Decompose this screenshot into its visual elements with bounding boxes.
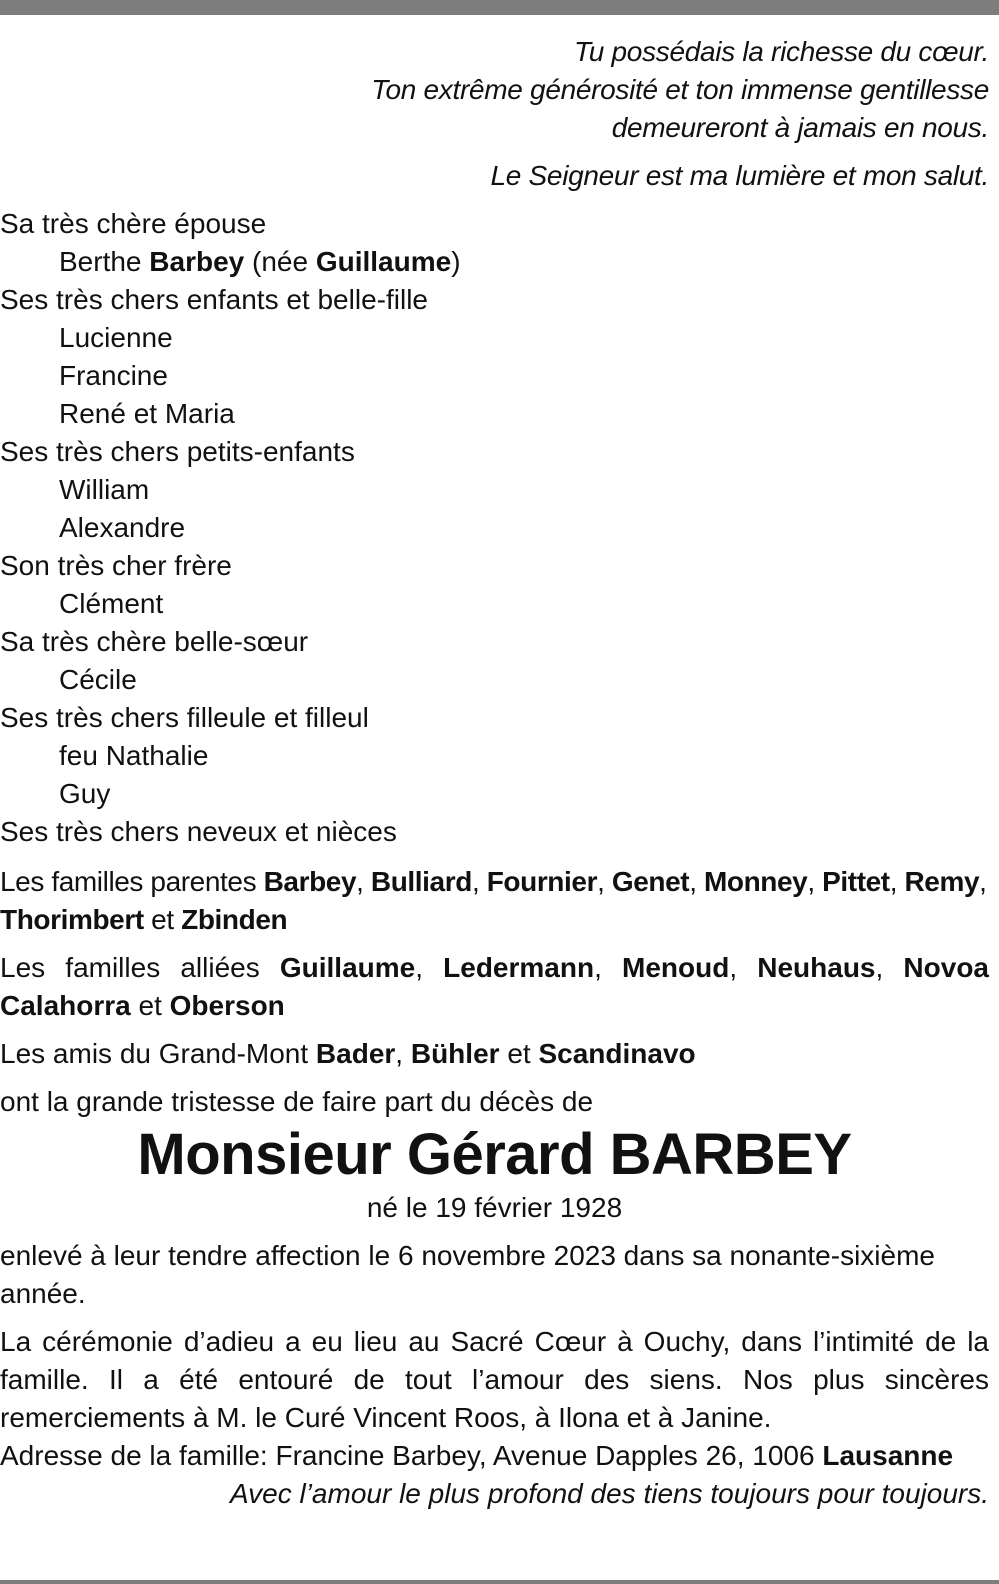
family-list	[0, 205, 989, 851]
top-rule	[0, 0, 999, 15]
family-member: Cécile	[59, 664, 137, 695]
birth-date: né le 19 février 1928	[366, 1192, 623, 1223]
family-member: feu Nathalie	[59, 740, 209, 771]
closing-line: Avec l’amour le plus profond des tiens toujours pour toujours.	[229, 1478, 989, 1509]
epigraph-line: demeureront à jamais en nous.	[611, 112, 989, 143]
family-member: René et Maria	[59, 398, 235, 429]
family-member: Guy	[59, 778, 111, 809]
family-member: Lucienne	[59, 322, 173, 353]
announcement: ont la grande tristesse de faire part du décès de	[0, 1086, 594, 1117]
relation-heading: Sa très chère belle-sœur	[0, 626, 309, 657]
family-member: Francine	[59, 360, 168, 391]
spouse-name: Berthe Barbey (née Guillaume)	[59, 246, 461, 277]
death-notice: enlevé à leur tendre affection le 6 novembre 2023 dans sa nonante-sixième année.	[0, 1240, 935, 1309]
friends: Les amis du Grand-Mont Bader, Bühler et Scandinavo	[0, 1038, 696, 1069]
epigraph-line: Tu possédais la richesse du cœur.	[574, 36, 989, 67]
family-member: Clément	[59, 588, 164, 619]
family-member: William	[59, 474, 150, 505]
family-member: Alexandre	[59, 512, 186, 543]
family-address: Adresse de la famille: Francine Barbey, Avenue Dapples 26, 1006 Lausanne	[0, 1440, 954, 1471]
relation-heading: Sa très chère épouse	[0, 208, 267, 239]
related-families: Les familles parentes Barbey, Bulliard, Fournier, Genet, Monney, Pittet, Remy, Thorimbert et Zbinden	[0, 866, 987, 935]
allied-families: Les familles alliées Guillaume, Ledermann, Menoud, Neuhaus, Novoa Calahorra et Oberson	[0, 952, 989, 1021]
epigraph-verse: Le Seigneur est ma lumière et mon salut.	[490, 160, 989, 191]
relation-heading: Ses très chers enfants et belle-fille	[0, 284, 428, 315]
epigraph	[0, 33, 989, 195]
ceremony-text: La cérémonie d’adieu a eu lieu au Sacré Cœur à Ouchy, dans l’intimité de la famille. Il a été entouré de tout l’amour des siens. Nos plus sincères remerciements à M. le Curé Vincent Roos, à Ilona et à Janine.	[0, 1326, 989, 1433]
relation-heading: Ses très chers filleule et filleul	[0, 702, 369, 733]
bottom-rule	[0, 1580, 999, 1584]
deceased-name: Monsieur Gérard BARBEY	[137, 1122, 852, 1187]
obituary-notice	[0, 33, 989, 1513]
relation-heading: Ses très chers petits-enfants	[0, 436, 355, 467]
epigraph-line: Ton extrême générosité et ton immense gentillesse	[371, 74, 989, 105]
relation-heading: Son très cher frère	[0, 550, 232, 581]
relation-heading: Ses très chers neveux et nièces	[0, 816, 397, 847]
